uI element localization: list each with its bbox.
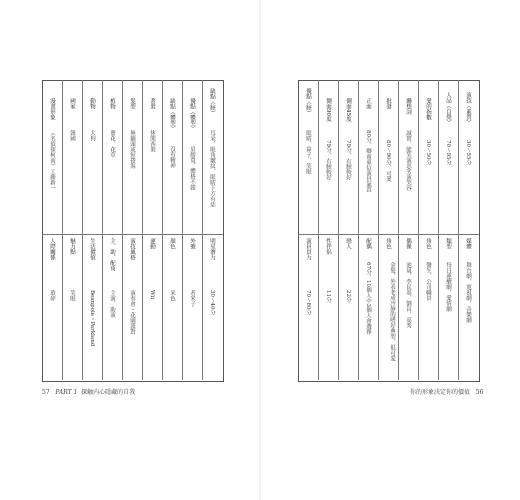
cell-personality-label: 人品（自覺） — [445, 92, 451, 125]
cell-love-index-value: 30～50分 — [425, 140, 431, 165]
cell-nickname-label: 外號 — [189, 238, 195, 249]
cell-weakness-face-label: 缺點（臉） — [209, 88, 215, 116]
cell-acting-value: 30～55分 — [465, 140, 471, 165]
cell-animal-label: 動物 — [89, 98, 95, 109]
cell-character-label: 角色 — [385, 238, 391, 249]
cell-strength-body-value: 肩膀寬，體格不錯 — [189, 146, 195, 190]
cell-media-label: 媒體 — [465, 238, 471, 249]
cell-weakness-face-value: 耳朵，眼角皺紋，眼睛下方有痣 — [209, 130, 215, 207]
cell-hairstyle-label: 髮型 — [129, 98, 135, 109]
cell-character-value: 金髮，外表老成冷靜的嗜好典型，很可愛 — [389, 262, 395, 361]
cell-manga-image-label: 漫畫形象 — [49, 98, 55, 120]
cell-relations-value: 瑣碎 — [49, 290, 55, 301]
cell-genre-value: 每日連續劇，愛情劇 — [445, 262, 451, 312]
cell-hairstyle-value: 無鋪頭或短捲海 — [129, 130, 135, 169]
cell-role-type-label: 角色 — [425, 238, 431, 249]
cell-life-value-label: 生活價值 — [89, 238, 95, 260]
cell-sex-partner-value: 11分 — [325, 290, 331, 303]
cell-love-index-label: 愛的指數 — [425, 98, 431, 120]
cell-spouse-label: 配偶 — [365, 238, 371, 249]
left-profile-table — [42, 80, 224, 382]
cell-clothing-label: 著裝 — [149, 98, 155, 109]
cell-role-value: 主演、助演 — [109, 290, 115, 318]
cell-role-label: 主、助、配角 — [109, 238, 115, 271]
cell-weakness-body-label: 缺點（體型） — [169, 98, 175, 131]
cell-sport-label: 運動 — [149, 238, 155, 249]
cell-actor-power-value: 70～80分 — [305, 290, 311, 315]
cell-idol-label: 偶像 — [405, 238, 411, 249]
cell-sport-value: Wii — [149, 290, 155, 300]
cell-strength-body-label: 優點（體型） — [189, 98, 195, 131]
cell-clothing-value: 休閒西裝 — [149, 130, 155, 152]
cell-nickname-value: 者米子 — [189, 290, 195, 307]
cell-star-potential-value: 30～40分 — [209, 290, 215, 315]
cell-acting-label: 演技（素質） — [465, 92, 471, 125]
cell-associations-label: 聯想詞 — [405, 98, 411, 115]
cell-associations-value: 誠實，能笑演惡劣演笑容 — [405, 130, 411, 191]
left-chapter-title: 探触内心隱藏的自我 — [81, 389, 136, 396]
cell-charm-label: 魅力點 — [69, 238, 75, 255]
cell-strength-face-value: 眼睛，鼻子，笑眼 — [305, 130, 311, 174]
cell-plant-label: 植物 — [109, 98, 115, 109]
cell-spouse-value: 67分，10個人中3個人會選擇 — [365, 262, 371, 335]
cell-side-90-value: 79分，右臉較好 — [325, 140, 331, 180]
cell-lover-value: 22分 — [345, 290, 351, 303]
cell-country-value: 韓國 — [69, 130, 75, 141]
cell-manga-image-value: 《名偵探柯南》工藤新一 — [49, 130, 55, 191]
left-page-number: 57 — [42, 389, 50, 396]
cell-charm-value: 笑眼 — [69, 290, 75, 301]
cell-side-45-value: 79分，右臉較好 — [345, 140, 351, 180]
cell-wholesale-value: 80～90分，可愛 — [385, 140, 391, 182]
cell-actor-power-label: 演員員力 — [305, 238, 311, 260]
cell-star-potential-label: 明星潛力 — [209, 238, 215, 260]
right-page-footer — [410, 387, 483, 396]
cell-acting-style-value: 演奏會・花園派對 — [129, 290, 135, 334]
cell-front-value: 80分，鄉南東信演員氣質 — [365, 130, 371, 192]
cell-color-label: 顏色 — [169, 238, 175, 249]
cell-media-value: 舞台劇，電視劇，音樂劇 — [465, 262, 471, 323]
page-gutter — [259, 0, 261, 500]
cell-role-type-value: 醫生，公司職員 — [425, 262, 431, 301]
cell-front-label: 正面 — [365, 98, 371, 109]
cell-animal-value: 大狗 — [89, 130, 95, 141]
cell-color-value: 米色 — [169, 290, 175, 301]
cell-weakness-body-value: 沒有精神 — [169, 146, 175, 168]
cell-idol-value: 池晟，李民基，劉昌，高秀 — [405, 262, 411, 328]
cell-lover-label: 戀人 — [345, 238, 351, 249]
cell-relations-label: 人際關係 — [49, 238, 55, 260]
left-part-label: PART 1 — [55, 389, 78, 396]
cell-strength-face-label: 優點（臉） — [305, 88, 311, 116]
cell-wholesale-label: 批發 — [385, 98, 391, 109]
right-chapter-title: 你的形象決定你的價值 — [410, 389, 471, 396]
left-page-footer — [42, 387, 135, 396]
cell-genre-label: 類型 — [445, 238, 451, 249]
cell-sex-partner-label: 性伴侶 — [325, 238, 331, 255]
cell-country-label: 國家 — [69, 98, 75, 109]
cell-life-value-value: Beanpole・Parkland — [89, 290, 95, 347]
cell-side-90-label: 側面90度 — [325, 98, 331, 122]
cell-acting-style-label: 演技風格 — [129, 238, 135, 260]
cell-personality-value: 70～95分 — [445, 140, 451, 165]
right-page-number: 56 — [475, 389, 484, 396]
cell-side-45-label: 側面45度 — [345, 98, 351, 122]
cell-plant-value: 薔花、花草 — [109, 130, 115, 158]
